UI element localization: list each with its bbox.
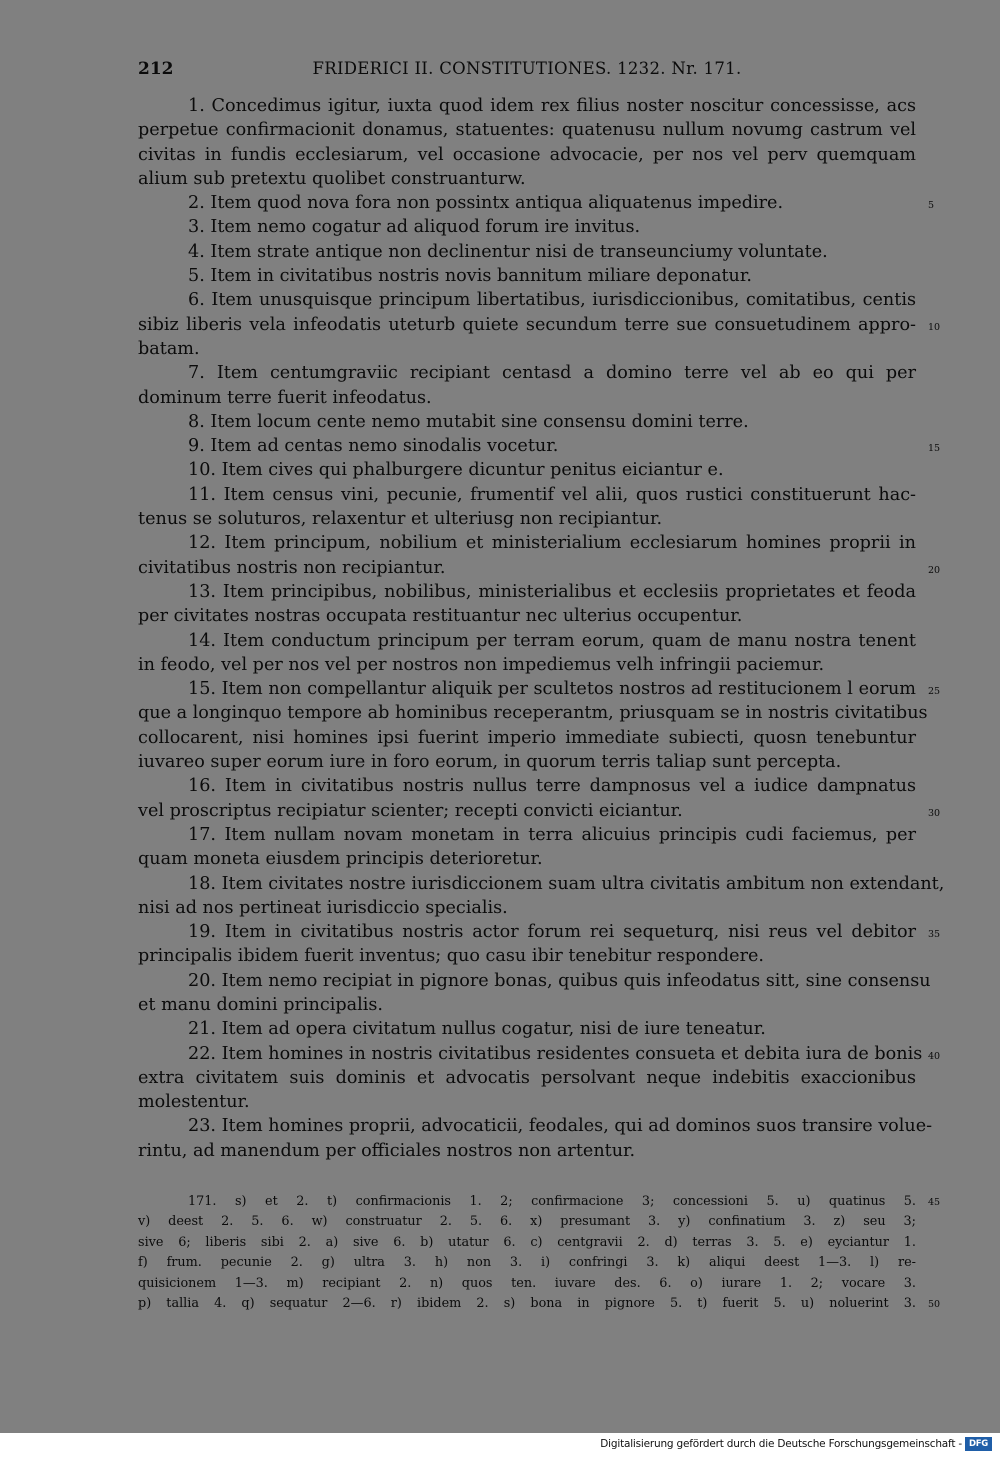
text-line: [138, 215, 916, 239]
text-line-content: quam moneta eiusdem principis deterioretur.: [138, 849, 543, 870]
text-line: [138, 240, 916, 264]
line-number: 15: [928, 443, 941, 455]
text-line: [138, 750, 916, 774]
text-line: [138, 969, 931, 993]
text-line: [138, 118, 916, 142]
text-line: [138, 556, 941, 580]
text-line: [138, 386, 916, 410]
text-line-content: per civitates nostras occupata restituantur nec ulterius occupentur.: [138, 606, 743, 627]
text-line: [138, 1114, 933, 1138]
text-line: [138, 726, 916, 750]
line-number: 45: [928, 1197, 941, 1208]
text-line: [138, 507, 916, 531]
text-line: [138, 434, 941, 458]
text-line: [138, 264, 916, 288]
text-line-content: que a longinquo tempore ab hominibus receperantm, priusquam se in nostris civitatibus: [138, 703, 928, 724]
footer-bar: [0, 1433, 1000, 1457]
text-line-content: civitas in fundis ecclesiarum, vel occasione advocacie, per nos vel perv quemquam: [138, 144, 916, 165]
text-line-content: 9. Item ad centas nemo sinodalis vocetur.: [188, 436, 559, 457]
text-line: [138, 580, 916, 604]
text-line: [138, 313, 941, 337]
footnote-line-content: f) frum. pecunie 2. g) ultra 3. h) non 3. i) confringi 3. k) aliqui deest 1—3. l) re-: [138, 1255, 916, 1271]
text-line: [138, 1139, 916, 1163]
text-line-content: nisi ad nos pertineat iurisdiccio specialis.: [138, 897, 508, 918]
text-line-content: 3. Item nemo cogatur ad aliquod forum ire invitus.: [188, 217, 641, 238]
text-line-content: 7. Item centumgraviic recipiant centasd a domino terre vel ab eo qui per: [188, 363, 916, 384]
text-line: [138, 653, 916, 677]
footnote-line-content: quisicionem 1—3. m) recipiant 2. n) quos ten. iuvare des. 6. o) iurare 1. 2; vocare 3.: [138, 1275, 916, 1291]
text-line-content: 22. Item homines in nostris civitatibus residentes consueta et debita iura de bonis: [188, 1043, 923, 1064]
digitization-credit: Digitalisierung gefördert durch die Deutsche Forschungsgemeinschaft -: [600, 1438, 962, 1450]
text-line: [138, 337, 916, 361]
footnote-line: [138, 1192, 941, 1212]
text-line-content: alium sub pretextu quolibet construanturw.: [138, 168, 526, 189]
footnote-line: [138, 1274, 916, 1294]
text-line-content: batam.: [138, 338, 200, 359]
text-line-content: 8. Item locum cente nemo mutabit sine consensu domini terre.: [188, 411, 749, 432]
text-line-content: 13. Item principibus, nobilibus, ministerialibus et ecclesiis proprietates et feoda: [188, 581, 916, 602]
text-line-content: 12. Item principum, nobilium et ministerialium ecclesiarum homines proprii in: [188, 533, 916, 554]
running-title: FRIDERICI II. CONSTITUTIONES. 1232. Nr. 171.: [312, 59, 742, 78]
text-line-content: sibiz liberis vela infeodatis uteturb quiete secundum terre sue consuetudinem appro-: [138, 314, 916, 335]
text-line-content: in feodo, vel per nos vel per nostros non impediemus velh infringii paciemur.: [138, 654, 825, 675]
text-line: [138, 944, 916, 968]
text-line: [138, 288, 916, 312]
text-line-content: perpetue confirmacionit donamus, statuentes: quatenusu nullum novumg castrum vel: [138, 120, 916, 141]
text-line-content: civitatibus nostris non recipiantur.: [138, 557, 446, 578]
text-line-content: vel proscriptus recipiatur scienter; recepti convicti eiciantur.: [138, 800, 683, 821]
footnotes: [138, 1192, 941, 1314]
text-line-content: 11. Item census vini, pecunie, frumentif vel alii, quos rustici constituerunt hac-: [188, 484, 916, 505]
text-line: [138, 94, 916, 118]
line-number: 25: [928, 686, 941, 698]
footnote-line: [138, 1233, 916, 1253]
footnote-line-content: p) tallia 4. q) sequatur 2—6. r) ibidem 2. s) bona in pignore 5. t) fuerit 5. u) noluerint 3.: [138, 1295, 916, 1311]
text-line: [138, 993, 916, 1017]
text-line-content: dominum terre fuerit infeodatus.: [138, 387, 432, 408]
text-line-content: 18. Item civitates nostre iurisdiccionem suam ultra civitatis ambitum non extendant,: [188, 873, 945, 894]
text-line: [138, 774, 916, 798]
text-line: [138, 677, 941, 701]
text-line-content: 6. Item unusquisque principum libertatibus, iurisdiccionibus, comitatibus, centis: [188, 290, 916, 311]
page-header: [138, 58, 916, 80]
text-line-content: tenus se soluturos, relaxentur et ulteriusg non recipiantur.: [138, 509, 663, 530]
line-number: 35: [928, 929, 941, 941]
text-line: [138, 191, 935, 215]
text-line-content: 10. Item cives qui phalburgere dicuntur penitus eiciantur e.: [188, 460, 724, 481]
text-line-content: extra civitatem suis dominis et advocatis persolvant neque indebitis exaccionibus: [138, 1067, 916, 1088]
page-number: 212: [138, 59, 174, 79]
text-line-content: 21. Item ad opera civitatum nullus cogatur, nisi de iure teneatur.: [188, 1019, 766, 1040]
line-number: 20: [928, 564, 941, 576]
text-line: [138, 1042, 941, 1066]
text-line: [138, 701, 928, 725]
text-line: [138, 872, 945, 896]
text-line-content: 2. Item quod nova fora non possintx antiqua aliquatenus impedire.: [188, 193, 784, 214]
text-line: [138, 531, 916, 555]
line-number: 40: [928, 1050, 941, 1062]
text-line-content: 23. Item homines proprii, advocaticii, feodales, qui ad dominos suos transire volue-: [188, 1116, 933, 1137]
text-line-content: et manu domini principalis.: [138, 994, 383, 1015]
text-line-content: molestentur.: [138, 1092, 250, 1113]
text-line: [138, 1017, 916, 1041]
dfg-logo: DFG: [965, 1437, 992, 1451]
text-line-content: iuvareo super eorum iure in foro eorum, in quorum terris taliap sunt percepta.: [138, 752, 842, 773]
text-line: [138, 483, 916, 507]
body-text: [138, 94, 945, 1163]
text-line: [138, 896, 916, 920]
footnote-line: [138, 1294, 941, 1314]
footnote-line-content: v) deest 2. 5. 6. w) construatur 2. 5. 6. x) presumant 3. y) confinatium 3. z) seu 3;: [138, 1214, 916, 1230]
text-line: [138, 629, 916, 653]
text-line-content: collocarent, nisi homines ipsi fuerint imperio immediate subiecti, quosn tenebuntur: [138, 727, 916, 748]
text-line: [138, 847, 916, 871]
line-number: 50: [928, 1298, 941, 1310]
text-line-content: 4. Item strate antique non declinentur nisi de transeunciumy voluntate.: [188, 241, 828, 262]
footnote-line-content: 171. s) et 2. t) confirmacionis 1. 2; confirmacione 3; concessioni 5. u) quatinus 5.: [188, 1194, 916, 1209]
text-line-content: 17. Item nullam novam monetam in terra alicuius principis cudi faciemus, per: [188, 824, 916, 845]
text-line-content: 5. Item in civitatibus nostris novis bannitum miliare deponatur.: [188, 266, 752, 287]
text-line-content: 16. Item in civitatibus nostris nullus terre dampnosus vel a iudice dampnatus: [188, 776, 916, 797]
text-line-content: 15. Item non compellantur aliquik per scultetos nostros ad restitucionem l eorum: [188, 679, 916, 700]
text-line: [138, 799, 941, 823]
text-line: [138, 1090, 916, 1114]
text-line-content: 19. Item in civitatibus nostris actor forum rei sequeturq, nisi reus vel debitor: [188, 922, 916, 943]
footnote-line: [138, 1212, 916, 1232]
text-line: [138, 1066, 916, 1090]
text-line: [138, 410, 916, 434]
text-line: [138, 920, 941, 944]
line-number: 5: [928, 200, 935, 212]
text-line: [138, 604, 916, 628]
text-line: [138, 167, 916, 191]
text-line-content: rintu, ad manendum per officiales nostros non artentur.: [138, 1140, 636, 1161]
text-line-content: 1. Concedimus igitur, iuxta quod idem rex filius noster noscitur concessisse, acs: [188, 96, 916, 116]
text-line: [138, 143, 916, 167]
line-number: 10: [928, 321, 941, 333]
text-line: [138, 458, 916, 482]
footnote-line: [138, 1253, 916, 1273]
text-line-content: 14. Item conductum principum per terram eorum, quam de manu nostra tenent: [188, 630, 916, 651]
text-line-content: 20. Item nemo recipiat in pignore bonas, quibus quis infeodatus sitt, sine consensu: [188, 970, 931, 991]
line-number: 30: [928, 807, 941, 819]
text-line: [138, 361, 916, 385]
footnote-line-content: sive 6; liberis sibi 2. a) sive 6. b) utatur 6. c) centgravii 2. d) terras 3. 5. e) eyciantur 1.: [138, 1234, 916, 1250]
text-line: [138, 823, 916, 847]
text-line-content: principalis ibidem fuerit inventus; quo casu ibir tenebitur respondere.: [138, 946, 764, 967]
